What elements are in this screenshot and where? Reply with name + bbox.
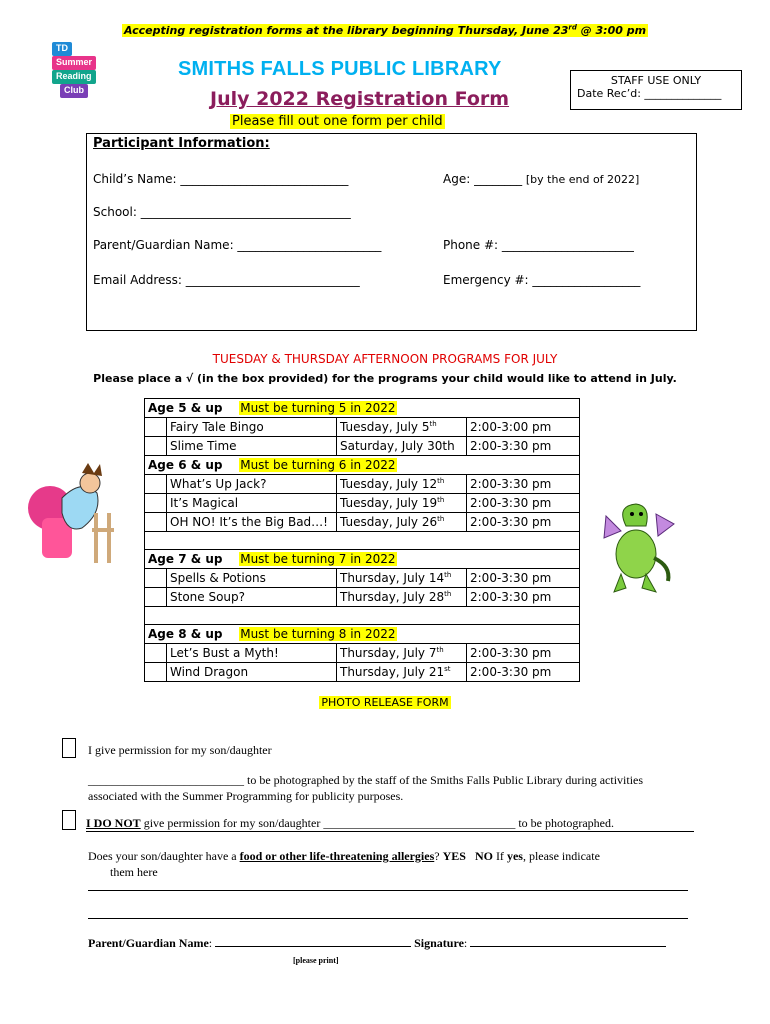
program-time: 2:00-3:00 pm — [467, 418, 580, 437]
spacer-row — [145, 532, 580, 550]
participant-heading: Participant Information: — [93, 136, 270, 151]
program-date: Saturday, July 30th — [337, 437, 467, 456]
program-name: It’s Magical — [167, 494, 337, 513]
green-dragon-illustration — [596, 496, 678, 596]
program-checkbox[interactable] — [145, 437, 167, 456]
program-row — [145, 475, 580, 494]
age-field[interactable]: Age: ________ [by the end of 2022] — [443, 172, 640, 186]
age-group-row — [145, 550, 580, 569]
program-date: Tuesday, July 12th — [337, 475, 467, 494]
allergy-line-1[interactable] — [88, 890, 688, 891]
program-checkbox[interactable] — [145, 418, 167, 437]
program-date: Thursday, July 21st — [337, 663, 467, 682]
program-row — [145, 663, 580, 682]
program-time: 2:00-3:30 pm — [467, 513, 580, 532]
program-name: Let’s Bust a Myth! — [167, 644, 337, 663]
program-time: 2:00-3:30 pm — [467, 569, 580, 588]
program-name: What’s Up Jack? — [167, 475, 337, 494]
program-time: 2:00-3:30 pm — [467, 644, 580, 663]
program-checkbox[interactable] — [145, 588, 167, 607]
school-field[interactable]: School: ___________________________________ — [93, 205, 351, 219]
library-name: SMITHS FALLS PUBLIC LIBRARY — [178, 58, 502, 80]
program-time: 2:00-3:30 pm — [467, 437, 580, 456]
program-checkbox[interactable] — [145, 663, 167, 682]
registration-notice: Accepting registration forms at the library beginning Thursday, June 23rd @ 3:00 pm — [123, 23, 647, 37]
programs-instruction: Please place a √ (in the box provided) for the programs your child would like to attend in July. — [93, 372, 677, 385]
program-name: Spells & Potions — [167, 569, 337, 588]
program-date: Thursday, July 14th — [337, 569, 467, 588]
emergency-field[interactable]: Emergency #: __________________ — [443, 273, 641, 287]
age-group-row — [145, 399, 580, 418]
phone-field[interactable]: Phone #: ______________________ — [443, 238, 634, 252]
programs-table — [144, 398, 580, 682]
age-group-label: Age 5 & up — [148, 401, 223, 415]
no-option[interactable]: NO — [474, 849, 493, 863]
yes-option[interactable]: YES — [442, 849, 466, 863]
form-instruction: Please fill out one form per child — [232, 114, 443, 129]
program-row — [145, 513, 580, 532]
email-field[interactable]: Email Address: _____________________________ — [93, 273, 360, 287]
date-received-field[interactable]: Date Rec’d: ______________ — [577, 87, 722, 100]
participant-information-box — [86, 133, 697, 331]
parent-name-line[interactable] — [215, 946, 411, 947]
program-name: Slime Time — [167, 437, 337, 456]
program-row — [145, 437, 580, 456]
child-name-field[interactable]: Child’s Name: ____________________________ — [93, 172, 349, 186]
program-date: Thursday, July 28th — [337, 588, 467, 607]
age-group-row — [145, 456, 580, 475]
spacer-row — [145, 607, 580, 625]
td-summer-reading-club-logo: TD Summer Reading Club — [52, 42, 108, 104]
program-name: Fairy Tale Bingo — [167, 418, 337, 437]
permission-text: I give permission for my son/daughter — [88, 743, 272, 757]
allergy-question: Does your son/daughter have a food or other life-threatening allergies? YES NO If yes, please indicate them here — [88, 849, 600, 879]
program-row — [145, 569, 580, 588]
program-checkbox[interactable] — [145, 644, 167, 663]
program-date: Tuesday, July 26th — [337, 513, 467, 532]
program-row — [145, 418, 580, 437]
program-row — [145, 644, 580, 663]
age-group-label: Age 8 & up — [148, 627, 223, 641]
program-checkbox[interactable] — [145, 494, 167, 513]
program-checkbox[interactable] — [145, 475, 167, 494]
program-date: Tuesday, July 19th — [337, 494, 467, 513]
program-name: Stone Soup? — [167, 588, 337, 607]
staff-use-box — [570, 70, 742, 110]
program-time: 2:00-3:30 pm — [467, 475, 580, 494]
staff-use-title: STAFF USE ONLY — [610, 74, 702, 87]
signature-line[interactable] — [470, 946, 666, 947]
program-checkbox[interactable] — [145, 569, 167, 588]
permission-details: __________________________ to be photographed by the staff of the Smiths Falls Public Library during activities associated with the Summer Programming for publicity purposes. — [88, 773, 644, 803]
signature-row: Parent/Guardian Name: Signature: — [88, 936, 698, 951]
program-name: OH NO! It’s the Big Bad…! — [167, 513, 337, 532]
program-date: Tuesday, July 5th — [337, 418, 467, 437]
program-time: 2:00-3:30 pm — [467, 663, 580, 682]
reading-dragon-illustration — [22, 458, 132, 568]
parent-name-field[interactable]: Parent/Guardian Name: ________________________ — [93, 238, 382, 252]
form-title: July 2022 Registration Form — [210, 88, 510, 110]
allergy-line-2[interactable] — [88, 918, 688, 919]
age-requirement: Must be turning 8 in 2022 — [240, 627, 396, 641]
program-row — [145, 494, 580, 513]
permission-checkbox[interactable] — [62, 738, 76, 758]
program-time: 2:00-3:30 pm — [467, 494, 580, 513]
program-row — [145, 588, 580, 607]
programs-title: TUESDAY & THURSDAY AFTERNOON PROGRAMS FOR JULY — [212, 352, 558, 366]
no-permission-checkbox[interactable] — [62, 810, 76, 830]
age-requirement: Must be turning 7 in 2022 — [240, 552, 396, 566]
print-note: [please print] — [293, 956, 339, 965]
age-requirement: Must be turning 5 in 2022 — [240, 401, 396, 415]
program-name: Wind Dragon — [167, 663, 337, 682]
age-group-row — [145, 625, 580, 644]
age-requirement: Must be turning 6 in 2022 — [240, 458, 396, 472]
age-group-label: Age 7 & up — [148, 552, 223, 566]
program-time: 2:00-3:30 pm — [467, 588, 580, 607]
no-permission-text: I DO NOT give permission for my son/daughter ________________________________ to be photographed. — [86, 816, 694, 832]
program-checkbox[interactable] — [145, 513, 167, 532]
age-group-label: Age 6 & up — [148, 458, 223, 472]
photo-release-title: PHOTO RELEASE FORM — [321, 696, 449, 709]
program-date: Thursday, July 7th — [337, 644, 467, 663]
